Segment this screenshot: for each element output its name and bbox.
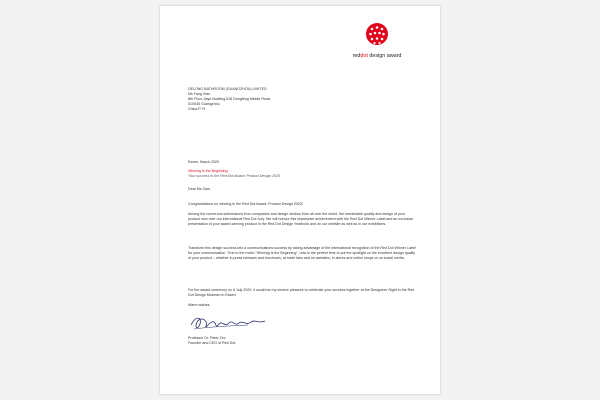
red-dot-circle-icon <box>364 20 390 50</box>
logo-word-dot: dot <box>360 53 368 59</box>
closing: Warm wishes, <box>188 303 211 307</box>
subject-title: Winning is the Beginning <box>188 169 228 173</box>
recipient-street: 8th Floor,Jiaye Building,518 Dongfeng Middle Road, <box>188 97 271 102</box>
red-dot-logo <box>342 20 412 70</box>
logo-word-rest: design award <box>367 53 402 59</box>
logo-word-red: red <box>352 53 361 59</box>
body-paragraph: Among the numerous submissions from companies and design studios from all over the world, the remarkable quality and design of your product won over our international Red Dot Jury. We will honour this impressive achievement with the Red Dot Winner Label and an exclusive presentation of your award-winning product in the Red Dot Design Yearbook and on our website as well as in our exhibitions. <box>188 212 414 227</box>
signer-block <box>188 336 416 346</box>
body-paragraph: Congratulations on winning in the Red Dot Award: Product Design 2020! <box>188 202 303 206</box>
logo-wordmark <box>342 53 412 59</box>
recipient-address <box>188 87 416 112</box>
recipient-postcode-city: 510045 Guangzhou <box>188 102 220 107</box>
letter-subject <box>188 169 416 179</box>
recipient-name: Ms Fang Xian <box>188 92 211 97</box>
body-paragraph: Transform this design success into a communications success by taking advantage of the international recognition of the Red Dot Winner Label for your communication. True to the motto "Winning is the Beginning", now is the perfect time to put the spotlight on the excellent design quality of your product – whether in press releases and brochures, at trade fairs and on websites, in stores and online shops or on social media. <box>188 246 416 261</box>
body-paragraph: For the award ceremony on 8 July 2020, it would be my sincere pleasure to celebrate your success together at the Designers' Night in the Red Dot Design Museum in Essen! <box>188 288 415 298</box>
award-letter-page <box>160 6 440 394</box>
recipient-company: DELONG BATHROOM (GUANGZHOU) LIMITED <box>188 87 267 91</box>
signer-title: Founder and CEO of Red Dot <box>188 341 236 346</box>
letter-date: Essen, March 2020 <box>188 160 219 164</box>
signature <box>188 312 268 334</box>
salutation: Dear Ms Xian, <box>188 187 211 191</box>
recipient-country: China P. R. <box>188 107 206 112</box>
subject-subtitle: Your success in the Red Dot Award: Product Design 2020 <box>188 174 280 179</box>
signer-name: Professor Dr. Peter Zec <box>188 336 226 340</box>
